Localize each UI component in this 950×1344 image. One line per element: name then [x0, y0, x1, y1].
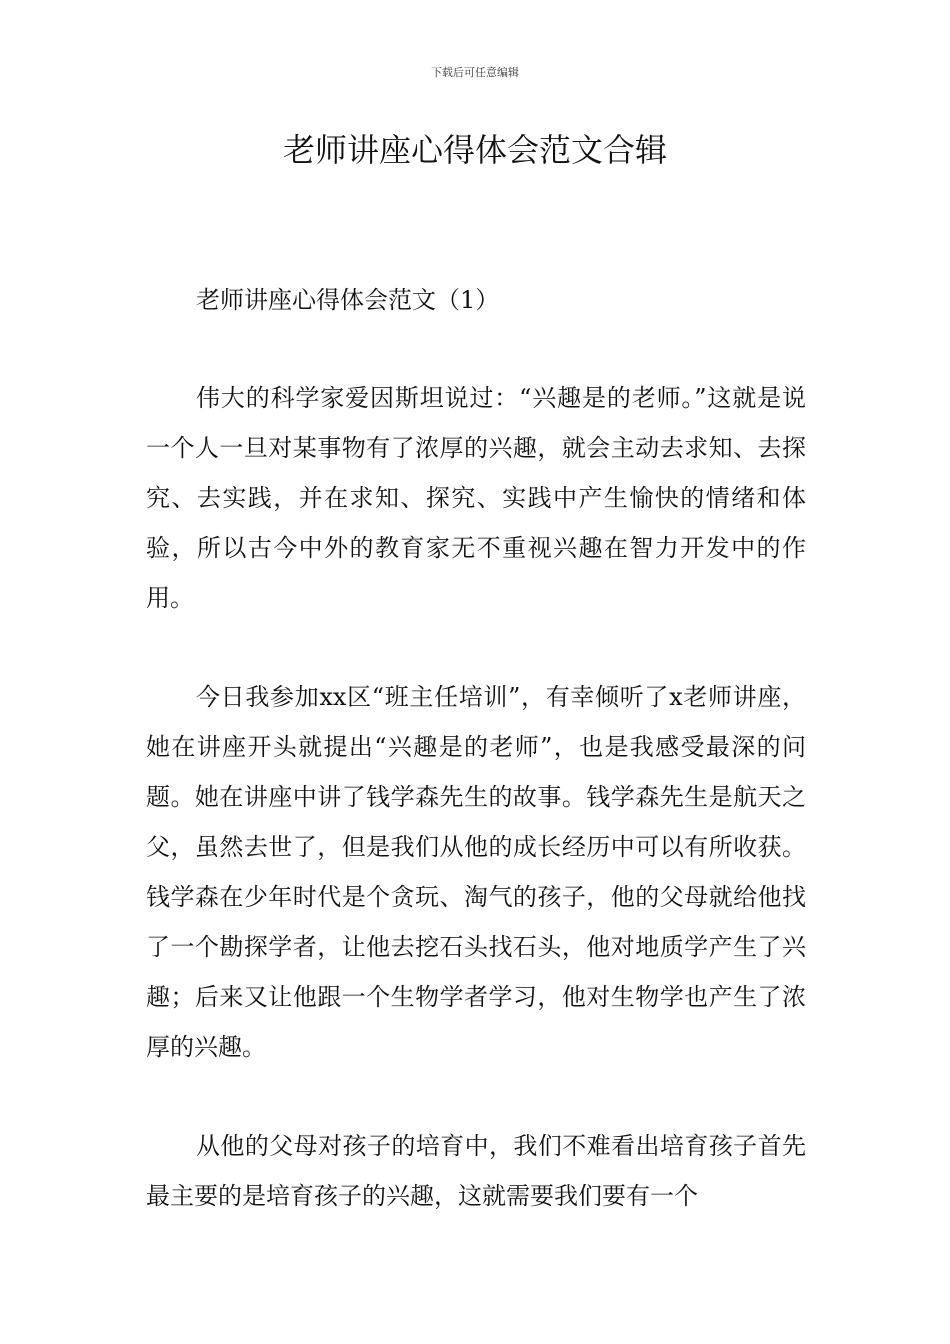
paragraph-2: 今日我参加xx区“班主任培训”，有幸倾听了x老师讲座，她在讲座开头就提出“兴趣是的老师”，也是我感受最深的问题。她在讲座中讲了钱学森先生的故事。钱学森先生是航天之父，虽然去世了，但是我们从他的成长经历中可以有所收获。钱学森在少年时代是个贪玩、淘气的孩子，他的父母就给他找了一个勘探学者，让他去挖石头找石头，他对地质学产生了兴趣；后来又让他跟一个生物学者学习，他对生物学也产生了浓厚的兴趣。	[146, 683, 806, 1061]
document-title: 老师讲座心得体会范文合辑	[282, 131, 667, 169]
paragraph-3: 从他的父母对孩子的培育中，我们不难看出培育孩子首先最主要的是培育孩子的兴趣，这就需要我们要有一个	[146, 1132, 806, 1210]
section-heading: 老师讲座心得体会范文（1）	[196, 286, 500, 314]
paragraph-1: 伟大的科学家爱因斯坦说过：“兴趣是的老师。”这就是说一个人一旦对某事物有了浓厚的兴趣，就会主动去求知、去探究、去实践，并在求知、探究、实践中产生愉快的情绪和体验，所以古今中外的教育家无不重视兴趣在智力开发中的作用。	[146, 384, 806, 612]
header-note: 下载后可任意编辑	[431, 66, 519, 79]
